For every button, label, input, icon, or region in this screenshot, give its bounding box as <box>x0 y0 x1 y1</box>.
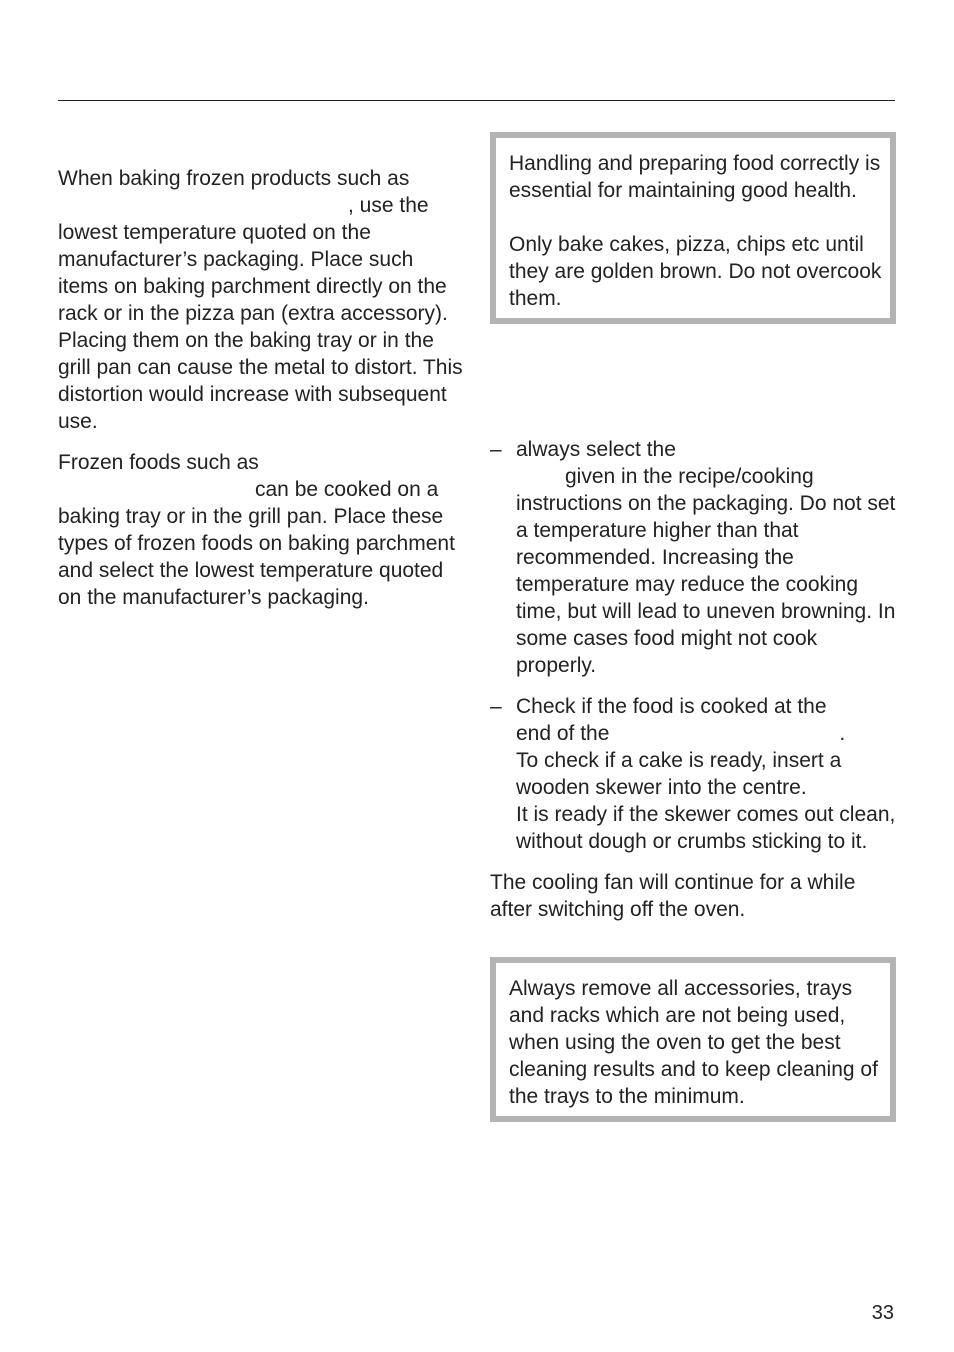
cooling-fan-paragraph: The cooling fan will continue for a while after switching off the oven. <box>490 871 856 921</box>
text-body: To check if a cake is ready, insert a wooden skewer into the centre. <box>516 749 842 799</box>
header-rule <box>58 100 895 101</box>
text-body: instructions on the packaging. Do not set a temperature higher than that recommended. Increasing the temperature may reduce the cooking time, but will lead to uneven browning. In some cases food might not cook properly. <box>516 492 896 677</box>
text-line: can be cooked on a <box>255 478 439 501</box>
text-line: Frozen foods such as <box>58 451 259 474</box>
text-body: baking tray or in the grill pan. Place these types of frozen foods on baking parchment and select the lowest temperature quoted on the manufacturer’s packaging. <box>58 505 455 609</box>
dash-bullet: – <box>490 695 502 718</box>
note-text: Only bake cakes, pizza, chips etc until they are golden brown. Do not overcook them. <box>509 233 882 310</box>
text-line: end of the <box>516 722 610 745</box>
text-line: Check if the food is cooked at the <box>516 695 827 718</box>
text-line: , use the <box>348 194 429 217</box>
text-body: It is ready if the skewer comes out clean, without dough or crumbs sticking to it. <box>516 803 896 853</box>
left-column <box>58 165 468 611</box>
health-note-box <box>490 132 896 324</box>
note-text: Handling and preparing food correctly is essential for maintaining good health. <box>509 152 881 202</box>
bullet-item <box>490 436 896 679</box>
text-line: given in the recipe/cooking <box>565 465 814 488</box>
bullet-item <box>490 693 896 855</box>
text-line: . <box>839 722 846 745</box>
dash-bullet: – <box>490 438 502 461</box>
text-line: always select the <box>516 438 676 461</box>
page-number: 33 <box>871 1302 894 1324</box>
frozen-products-paragraph <box>58 165 468 435</box>
text-line: When baking frozen products such as <box>58 167 410 190</box>
right-column <box>490 436 896 923</box>
cleaning-note-box <box>490 957 896 1122</box>
text-body: lowest temperature quoted on the manufacturer’s packaging. Place such items on baking parchment directly on the rack or in the pizza pan (extra accessory). Placing them on the baking tray or in the grill pan can cause the metal to distort. This distortion would increase with subsequent use. <box>58 221 463 433</box>
frozen-foods-paragraph <box>58 449 468 611</box>
note-text: Always remove all accessories, trays and racks which are not being used, when using the oven to get the best cleaning results and to keep cleaning of the trays to the minimum. <box>509 977 878 1108</box>
